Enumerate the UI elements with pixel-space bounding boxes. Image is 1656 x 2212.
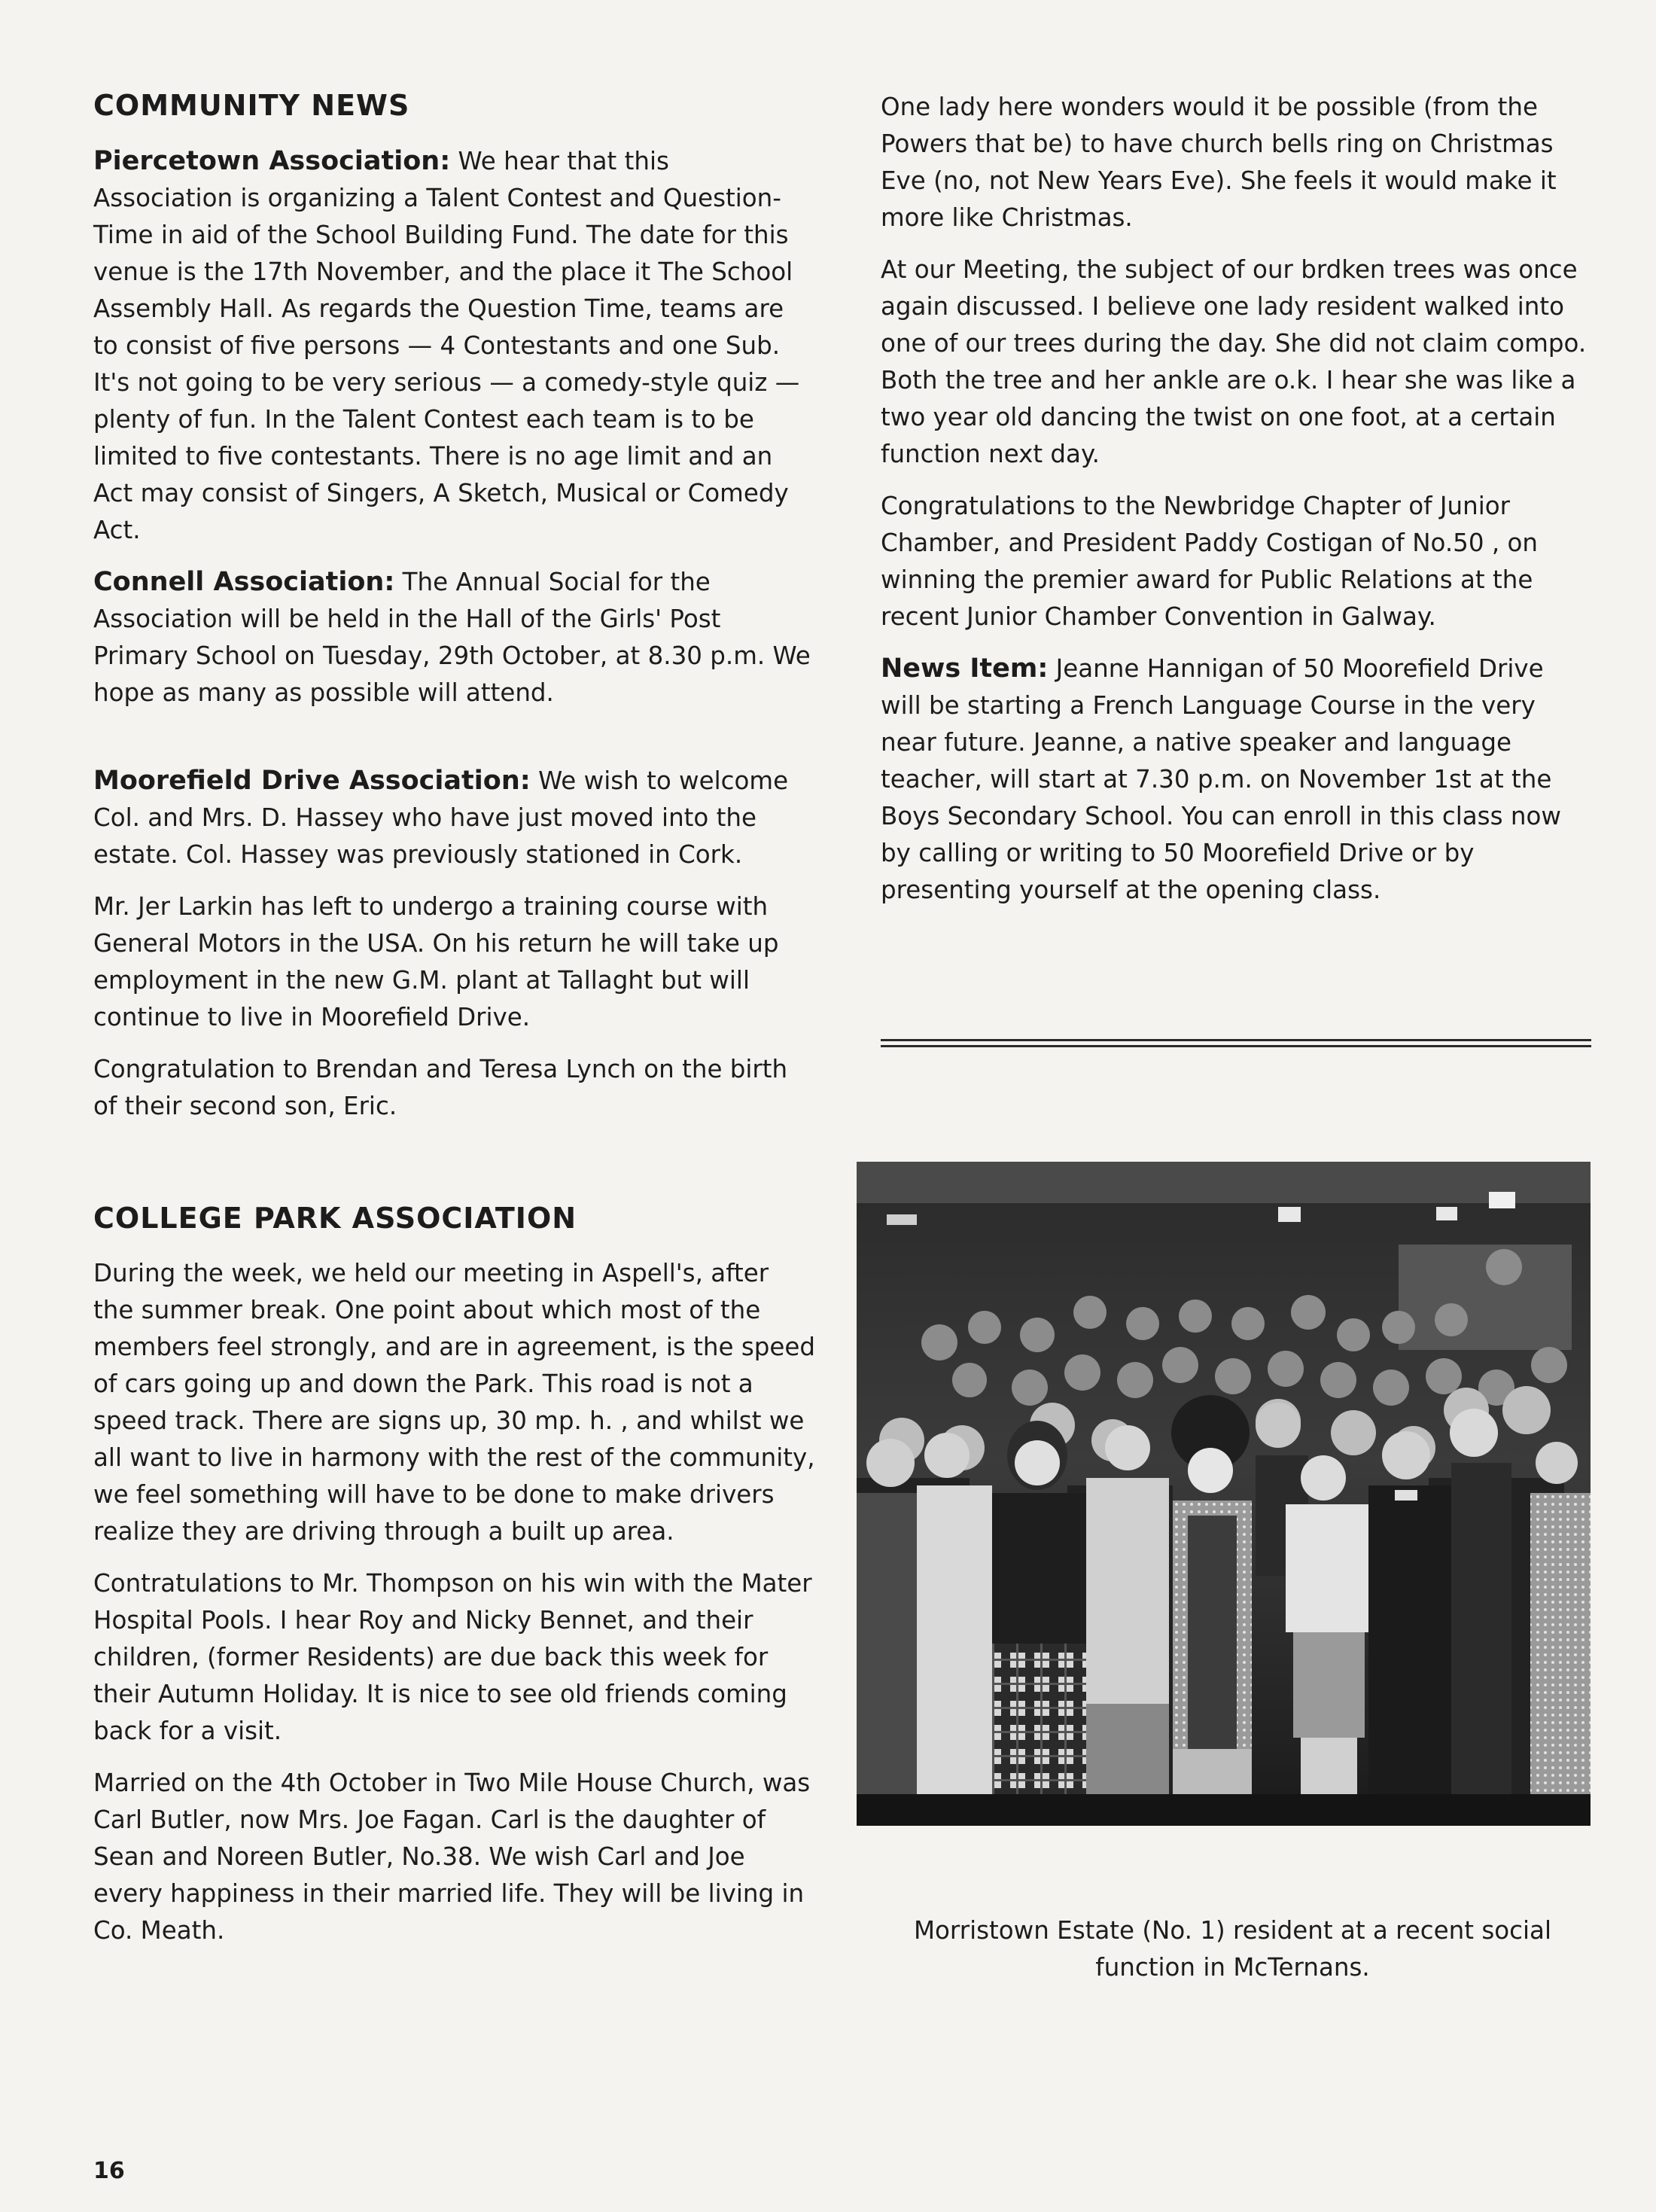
larkin-paragraph: Mr. Jer Larkin has left to undergo a training course with General Motors in the USA. On his return he will take up employment in the new G.M. plant at Tallaght but will continue to live in Moorefield Drive. xyxy=(93,891,779,1031)
moorefield-heading: Moorefield Drive Association: xyxy=(93,765,531,796)
right-column xyxy=(881,89,1588,924)
connell-text: The Annual Social for the Association will be held in the Hall of the Girls' Post Primary School on Tuesday, 29th October, at 8.30 p.m. We hope as many as possible will attend. xyxy=(93,567,811,707)
church-bells-paragraph: One lady here wonders would it be possible (from the Powers that be) to have church bells ring on Christmas Eve (no, not New Years Eve). She feels it would make it more like Christmas. xyxy=(881,93,1557,232)
piercetown-text: We hear that this Association is organizing a Talent Contest and Question-Time in aid of the School Building Fund. The date for this venue is the 17th November, and the place it The School Assembly Hall. As regards the Question Time, teams are to consist of five persons — 4 Contestants and one Sub. It's not going to be very serious — a comedy-style quiz — plenty of fun. In the Talent Contest each team is to be limited to five contestants. There is no age limit and an Act may consist of Singers, A Sketch, Musical or Comedy Act. xyxy=(93,146,800,544)
rule-line xyxy=(881,1039,1591,1041)
news-item-text: Jeanne Hannigan of 50 Moorefield Drive will be starting a French Language Course in the very near future. Jeanne, a native speaker and language teacher, will start at 7.30 p.m. on November 1st at the Boys Secondary School. You can enroll in this class now by calling or writing to 50 Moorefield Drive or by presenting yourself at the opening class. xyxy=(881,654,1561,904)
moorefield-text: We wish to welcome Col. and Mrs. D. Hassey who have just moved into the estate. Col. Hassey was previously stationed in Cork. xyxy=(93,766,789,869)
photo-caption: Morristown Estate (No. 1) resident at a recent social function in McTernans. xyxy=(914,1916,1551,1982)
double-rule xyxy=(881,1039,1591,1051)
connell-heading: Connell Association: xyxy=(93,566,395,597)
group-photo xyxy=(857,1162,1591,1826)
spacer xyxy=(93,727,816,763)
community-news-title: COMMUNITY NEWS xyxy=(93,89,410,122)
spacer xyxy=(93,1140,816,1202)
junior-chamber-paragraph: Congratulations to the Newbridge Chapter of Junior Chamber, and President Paddy Costigan of No.50 , on winning the premier award for Public Relations at the recent Junior Chamber Convention in Galway. xyxy=(881,492,1538,631)
rule-line xyxy=(881,1045,1591,1047)
piercetown-heading: Piercetown Association: xyxy=(93,145,451,176)
college-park-thompson-paragraph: Contratulations to Mr. Thompson on his win with the Mater Hospital Pools. I hear Roy and Nicky Bennet, and their children, (former Residents) are due back this week for their Autumn Holiday. It is nice to see old friends coming back for a visit. xyxy=(93,1569,812,1746)
college-park-title: COLLEGE PARK ASSOCIATION xyxy=(93,1201,577,1235)
news-item-paragraph xyxy=(881,650,1588,909)
connell-paragraph xyxy=(93,564,816,711)
college-park-wedding-paragraph: Married on the 4th October in Two Mile House Church, was Carl Butler, now Mrs. Joe Fagan. Carl is the daughter of Sean and Noreen Butler, No.38. We wish Carl and Joe every happiness in their married life. They will be living in Co. Meath. xyxy=(93,1769,811,1945)
page-number: 16 xyxy=(93,2158,125,2184)
lynch-paragraph: Congratulation to Brendan and Teresa Lynch on the birth of their second son, Eric. xyxy=(93,1054,788,1120)
news-item-heading: News Item: xyxy=(881,654,1049,684)
piercetown-paragraph xyxy=(93,143,816,549)
college-park-meeting-paragraph: During the week, we held our meeting in Aspell's, after the summer break. One point about which most of the members feel strongly, and are in agreement, is the speed of cars going up and down the Park. This road is not a speed track. There are signs up, 30 mp. h. , and whilst we all want to live in harmony with the rest of the community, we feel something will have to be done to make drivers realize they are driving through a built up area. xyxy=(93,1259,816,1546)
moorefield-paragraph xyxy=(93,763,816,873)
group-photo-image xyxy=(857,1162,1591,1826)
left-column xyxy=(93,89,816,1964)
broken-trees-paragraph: At our Meeting, the subject of our brdken trees was once again discussed. I believe one lady resident walked into one of our trees during the day. She did not claim compo. Both the tree and her ankle are o.k. I hear she was like a two year old dancing the twist on one foot, at a certain function next day. xyxy=(881,255,1587,468)
